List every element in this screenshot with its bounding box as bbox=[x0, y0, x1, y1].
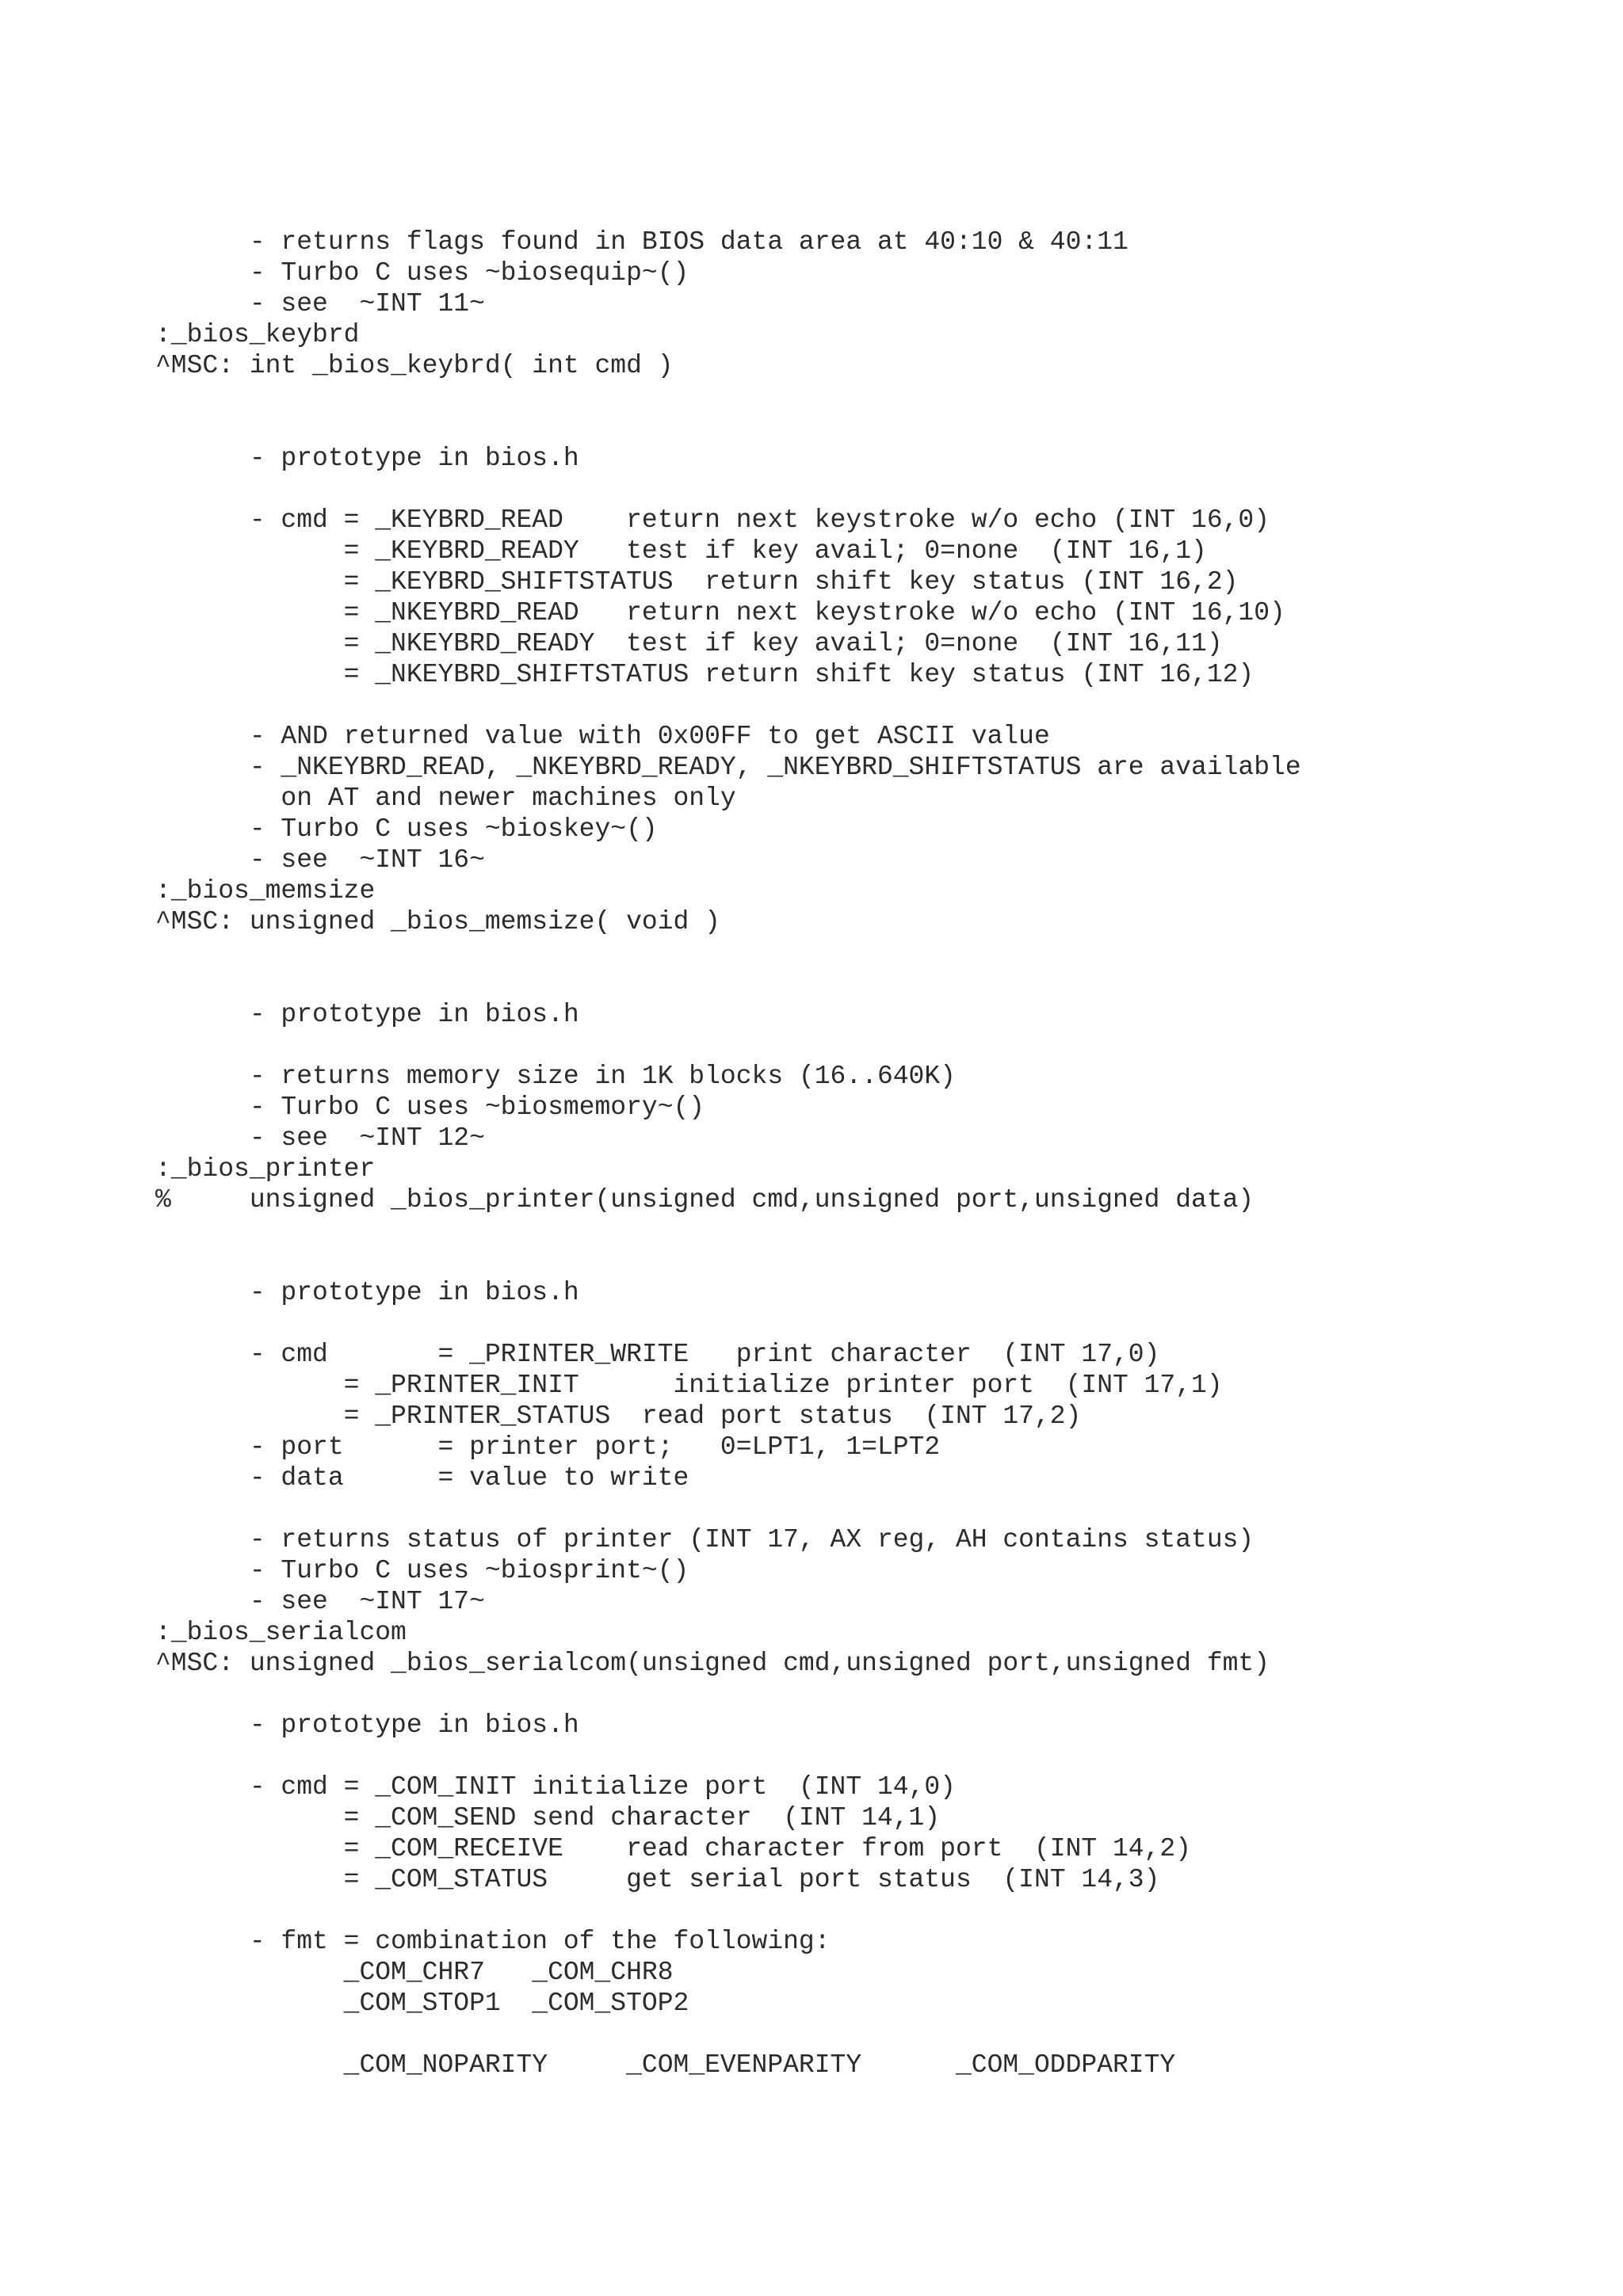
text-line: ^MSC: int _bios_keybrd( int cmd ) bbox=[155, 351, 674, 380]
text-line: _COM_CHR7 _COM_CHR8 bbox=[155, 1958, 674, 1987]
text-line: - see ~INT 12~ bbox=[155, 1123, 485, 1153]
text-line: :_bios_printer bbox=[155, 1154, 376, 1184]
text-line: - AND returned value with 0x00FF to get ASCII value bbox=[155, 722, 1050, 751]
text-line: = _KEYBRD_READY test if key avail; 0=none (INT 16,1) bbox=[155, 536, 1207, 566]
text-line: - returns memory size in 1K blocks (16..640K) bbox=[155, 1062, 956, 1091]
text-line: - prototype in bios.h bbox=[155, 1711, 579, 1740]
text-line: ^MSC: unsigned _bios_memsize( void ) bbox=[155, 907, 720, 936]
text-line: - prototype in bios.h bbox=[155, 1000, 579, 1029]
text-line: = _COM_RECEIVE read character from port (INT 14,2) bbox=[155, 1834, 1192, 1863]
text-line: _COM_NOPARITY _COM_EVENPARITY _COM_ODDPARITY bbox=[155, 2050, 1176, 2080]
text-line: - cmd = _KEYBRD_READ return next keystroke w/o echo (INT 16,0) bbox=[155, 505, 1270, 535]
text-line: - see ~INT 17~ bbox=[155, 1587, 485, 1616]
text-line: = _COM_SEND send character (INT 14,1) bbox=[155, 1803, 941, 1833]
text-line: - cmd = _PRINTER_WRITE print character (INT 17,0) bbox=[155, 1340, 1160, 1369]
text-line: - Turbo C uses ~biosmemory~() bbox=[155, 1093, 705, 1122]
text-line: - fmt = combination of the following: bbox=[155, 1927, 831, 1956]
text-line: :_bios_serialcom bbox=[155, 1618, 407, 1647]
text-line: = _NKEYBRD_READ return next keystroke w/o echo (INT 16,10) bbox=[155, 598, 1285, 627]
text-line: - see ~INT 16~ bbox=[155, 845, 485, 875]
text-line: - Turbo C uses ~biosprint~() bbox=[155, 1556, 689, 1585]
text-line: :_bios_keybrd bbox=[155, 320, 360, 349]
text-line: on AT and newer machines only bbox=[155, 784, 736, 813]
text-line: % unsigned _bios_printer(unsigned cmd,unsigned port,unsigned data) bbox=[155, 1185, 1254, 1215]
text-line: - Turbo C uses ~biosequip~() bbox=[155, 258, 689, 288]
text-line: - port = printer port; 0=LPT1, 1=LPT2 bbox=[155, 1432, 941, 1462]
text-line: = _NKEYBRD_READY test if key avail; 0=none (INT 16,11) bbox=[155, 629, 1223, 658]
text-line: = _KEYBRD_SHIFTSTATUS return shift key status (INT 16,2) bbox=[155, 567, 1239, 597]
text-line: :_bios_memsize bbox=[155, 876, 376, 906]
text-line: = _COM_STATUS get serial port status (INT 14,3) bbox=[155, 1865, 1160, 1894]
text-line: = _PRINTER_INIT initialize printer port (INT 17,1) bbox=[155, 1371, 1223, 1400]
text-line: _COM_STOP1 _COM_STOP2 bbox=[155, 1989, 689, 2018]
text-line: - data = value to write bbox=[155, 1463, 689, 1493]
text-line: - prototype in bios.h bbox=[155, 444, 579, 473]
text-line: = _PRINTER_STATUS read port status (INT 17,2) bbox=[155, 1402, 1082, 1431]
text-line: = _NKEYBRD_SHIFTSTATUS return shift key status (INT 16,12) bbox=[155, 660, 1254, 689]
text-line: - _NKEYBRD_READ, _NKEYBRD_READY, _NKEYBRD_SHIFTSTATUS are available bbox=[155, 753, 1301, 782]
text-line: - prototype in bios.h bbox=[155, 1278, 579, 1307]
text-line: - see ~INT 11~ bbox=[155, 289, 485, 318]
text-line: - returns status of printer (INT 17, AX reg, AH contains status) bbox=[155, 1525, 1254, 1554]
text-line: - returns flags found in BIOS data area at 40:10 & 40:11 bbox=[155, 227, 1128, 257]
text-line: ^MSC: unsigned _bios_serialcom(unsigned cmd,unsigned port,unsigned fmt) bbox=[155, 1649, 1270, 1678]
text-line: - cmd = _COM_INIT initialize port (INT 14,0) bbox=[155, 1772, 956, 1802]
text-line: - Turbo C uses ~bioskey~() bbox=[155, 814, 658, 844]
